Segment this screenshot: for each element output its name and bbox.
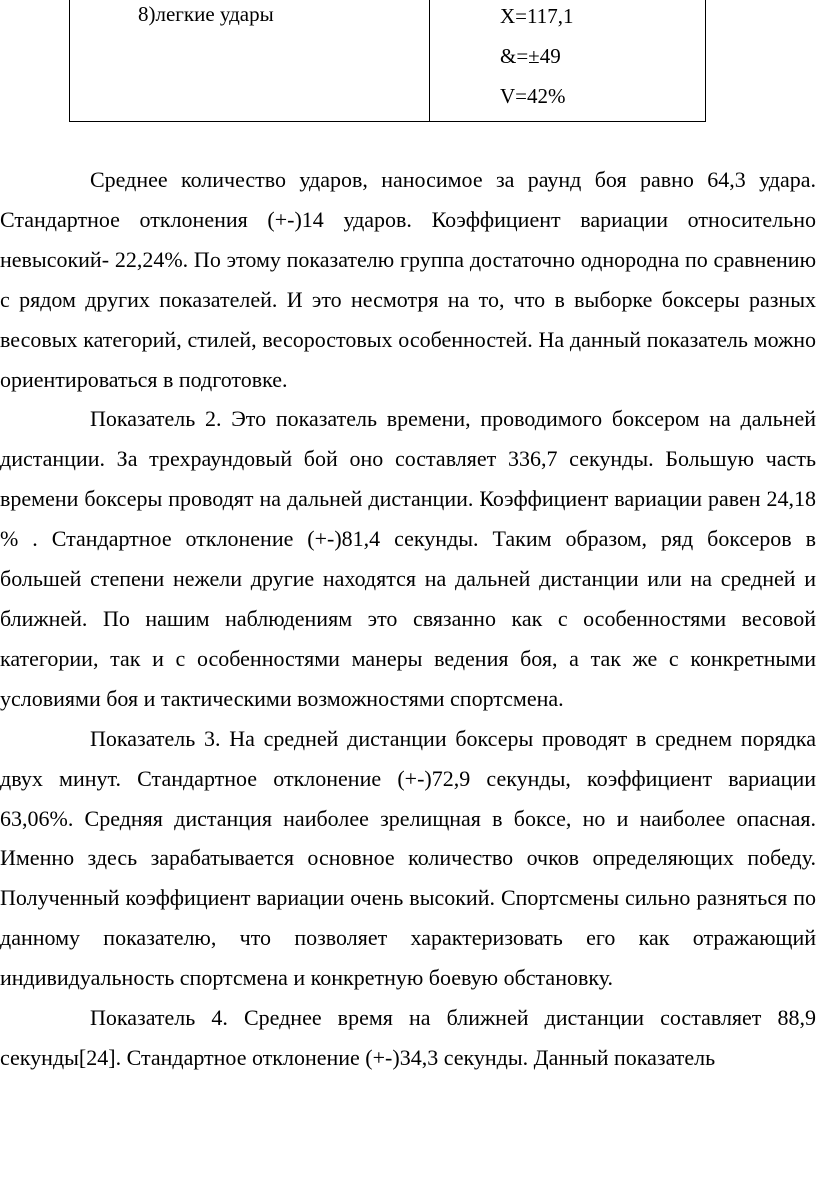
- stat-variation: V=42%: [500, 84, 566, 108]
- table-cell-stats: [430, 0, 705, 121]
- stat-mean: Х=117,1: [500, 4, 574, 28]
- table-cell-label: [70, 0, 430, 121]
- paragraph-3: Показатель 3. На средней дистанции боксеры проводят в среднем порядка двух минут. Стандартное отклонение (+-)72,9 секунды, коэффициент вариации 63,06%. Средняя дистанция наиболее зрелищная в боксе, но и наиболее опасная. Именно здесь зарабатывается основное количество очков определяющих победу. Полученный коэффициент вариации очень высокий. Спортсмены сильно разняться по данному показателю, что позволяет характеризовать его как отражающий индивидуальность спортсмена и конкретную боевую обстановку.: [0, 725, 816, 991]
- stat-deviation: &=±49: [500, 44, 561, 68]
- paragraph-2: Показатель 2. Это показатель времени, проводимого боксером на дальней дистанции. За трехраундовый бой оно составляет 336,7 секунды. Большую часть времени боксеры проводят на дальней дистанции. Коэффициент вариации равен 24,18 % . Стандартное отклонение (+-)81,4 секунды. Таким образом, ряд боксеров в большей степени нежели другие находятся на дальней дистанции или на средней и ближней. По нашим наблюдениям это связанно как с особенностями весовой категории, так и с особенностями манеры ведения боя, а так же с конкретными условиями боя и тактическими возможностями спортсмена.: [0, 406, 816, 711]
- document-body: [0, 160, 816, 1078]
- paragraph-1: Среднее количество ударов, наносимое за раунд боя равно 64,3 удара. Стандартное отклонения (+-)14 ударов. Коэффициент вариации относительно невысокий- 22,24%. По этому показателю группа достаточно однородна по сравнению с рядом других показателей. И это несмотря на то, что в выборке боксеры разных весовых категорий, стилей, весоростовых особенностей. На данный показатель можно ориентироваться в подготовке.: [0, 167, 816, 392]
- paragraph-4: Показатель 4. Среднее время на ближней дистанции составляет 88,9 секунды[24]. Стандартное отклонение (+-)34,3 секунды. Данный показатель: [0, 1005, 816, 1070]
- stats-table: [69, 0, 706, 122]
- row-label: 8)легкие удары: [138, 2, 274, 26]
